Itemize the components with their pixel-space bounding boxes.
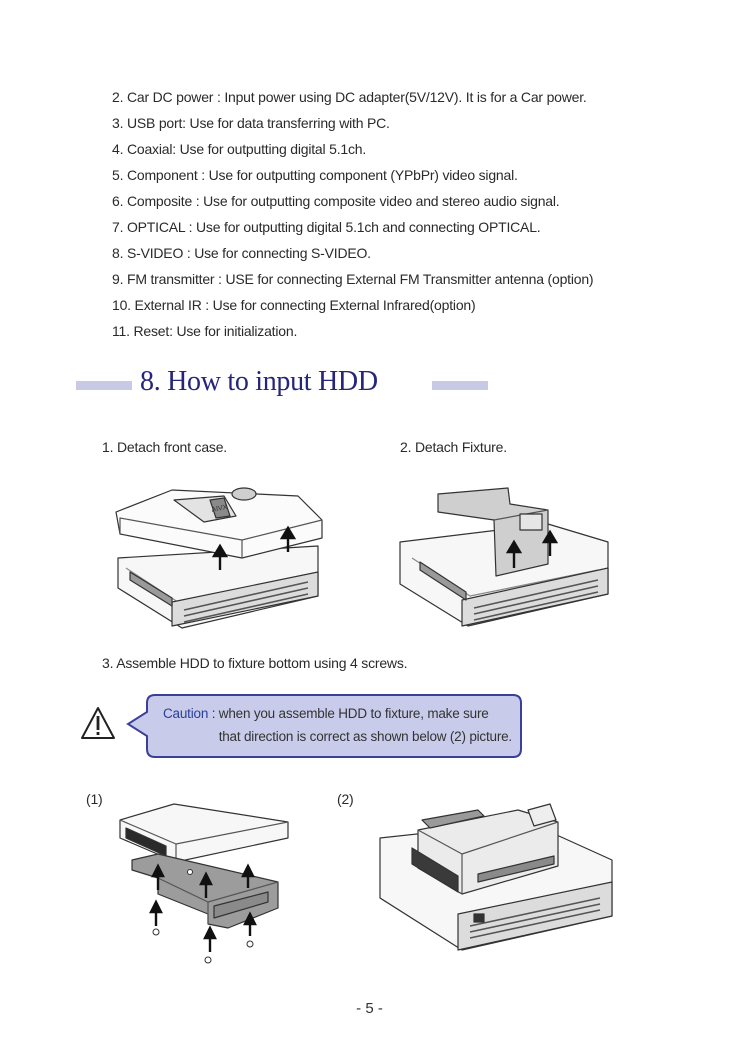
page-number: - 5 - bbox=[356, 1000, 383, 1017]
section-bar-left bbox=[76, 381, 132, 390]
caution-line-2: that direction is correct as shown below (2) picture. bbox=[218, 729, 512, 744]
list-item: 7. OPTICAL : Use for outputting digital 5.1ch and connecting OPTICAL. bbox=[112, 219, 541, 235]
list-item: 5. Component : Use for outputting component (YPbPr) video signal. bbox=[112, 167, 518, 183]
caution-label: Caution bbox=[163, 706, 209, 721]
caution-callout bbox=[125, 692, 525, 760]
list-item: 8. S-VIDEO : Use for connecting S-VIDEO. bbox=[112, 245, 371, 261]
section-bar-right bbox=[432, 381, 488, 390]
step-2-label: 2. Detach Fixture. bbox=[400, 439, 507, 455]
list-item: 3. USB port: Use for data transferring with PC. bbox=[112, 115, 390, 131]
warning-triangle-icon bbox=[80, 706, 116, 740]
list-item: 2. Car DC power : Input power using DC adapter(5V/12V). It is for a Car power. bbox=[112, 89, 587, 105]
list-item: 4. Coaxial: Use for outputting digital 5.1ch. bbox=[112, 141, 367, 157]
detach-front-case-illustration bbox=[112, 476, 332, 638]
detach-fixture-illustration bbox=[398, 484, 612, 634]
list-item: 6. Composite : Use for outputting composite video and stereo audio signal. bbox=[112, 193, 560, 209]
caution-line-1: : when you assemble HDD to fixture, make sure bbox=[208, 706, 489, 721]
hdd-fixture-screws-illustration bbox=[118, 798, 294, 970]
step-3-label: 3. Assemble HDD to fixture bottom using 4 screws. bbox=[102, 655, 408, 671]
figure-2-label: (2) bbox=[337, 791, 354, 807]
section-title: 8. How to input HDD bbox=[140, 366, 378, 397]
figure-1-label: (1) bbox=[86, 791, 103, 807]
caution-text bbox=[163, 702, 518, 748]
connector-list bbox=[112, 84, 593, 344]
assembled-hdd-in-unit-illustration bbox=[378, 802, 616, 954]
step-1-label: 1. Detach front case. bbox=[102, 439, 227, 455]
list-item: 9. FM transmitter : USE for connecting External FM Transmitter antenna (option) bbox=[112, 271, 594, 287]
brand-logo-text: AIVX bbox=[210, 503, 229, 514]
list-item: 11. Reset: Use for initialization. bbox=[112, 323, 298, 339]
list-item: 10. External IR : Use for connecting External Infrared(option) bbox=[112, 297, 476, 313]
